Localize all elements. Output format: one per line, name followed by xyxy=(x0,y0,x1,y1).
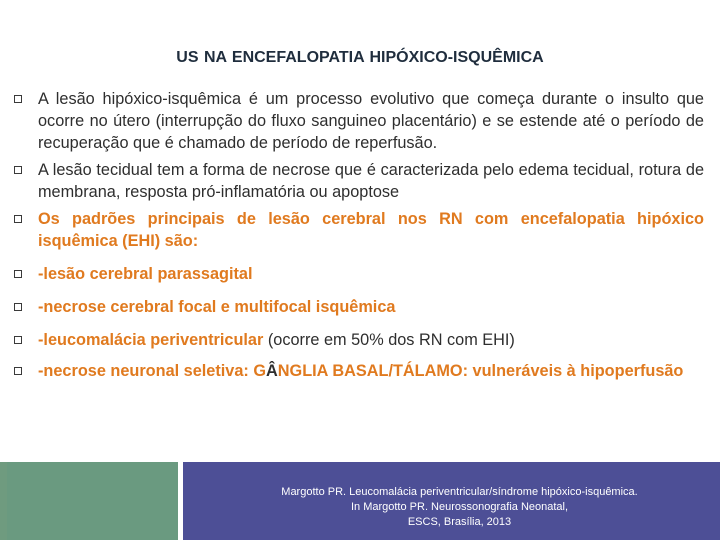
bullet-text: Os padrões principais de lesão cerebral nos RN com encefalopatia hipóxico isquêmica (EHI) são: xyxy=(38,210,704,250)
bullet-item xyxy=(14,360,704,382)
square-bullet-icon xyxy=(14,95,22,103)
bullet-text: A lesão hipóxico-isquêmica é um processo evolutivo que começa durante o insulto que ocorre no útero (interrupção do fluxo sanguineo placentário) e se estende até o período de recuperação que é chamado de período de reperfusão. xyxy=(38,90,704,152)
square-bullet-icon xyxy=(14,215,22,223)
bullet-text-emphasis: -leucomalácia periventricular xyxy=(38,331,264,349)
bullet-text-part: : vulneráveis à hipoperfusão xyxy=(462,362,684,380)
footer-citation xyxy=(183,485,720,530)
bullet-item xyxy=(14,329,704,351)
square-bullet-icon xyxy=(14,303,22,311)
bullet-text: A lesão tecidual tem a forma de necrose que é caracterizada pelo edema tecidual, rotura de membrana, resposta pró-inflamatória ou apoptose xyxy=(38,161,704,201)
footer-teal-block xyxy=(7,462,178,540)
bullet-text: -lesão cerebral parassagital xyxy=(38,265,253,283)
footer-accent-strip xyxy=(0,462,7,540)
square-bullet-icon xyxy=(14,270,22,278)
bullet-item xyxy=(14,263,704,285)
bullet-item xyxy=(14,296,704,318)
bullet-item xyxy=(14,208,704,252)
square-bullet-icon xyxy=(14,166,22,174)
bullet-text xyxy=(38,360,704,382)
bullet-text xyxy=(38,329,704,351)
bullet-item xyxy=(14,88,704,154)
bullet-text-part: NGLIA BASAL/TÁLAMO xyxy=(277,362,463,380)
square-bullet-icon xyxy=(14,336,22,344)
citation-line: In Margotto PR. Neurossonografia Neonatal, xyxy=(350,501,569,513)
square-bullet-icon xyxy=(14,367,22,375)
bullet-item xyxy=(14,159,704,203)
bullet-text-part: Â xyxy=(266,362,278,380)
bullet-text: -necrose cerebral focal e multifocal isquêmica xyxy=(38,298,396,316)
bullet-text-plain: (ocorre em 50% dos RN com EHI) xyxy=(263,331,515,349)
slide-title: US NA ENCEFALOPATIA HIPÓXICO-ISQUÊMICA xyxy=(176,49,544,66)
citation-line: ESCS, Brasília, 2013 xyxy=(407,516,512,528)
citation-line: Margotto PR. Leucomalácia periventricular/síndrome hipóxico-isquêmica. xyxy=(281,486,638,498)
bullet-text-part: -necrose neuronal seletiva: G xyxy=(38,362,267,380)
bullet-list xyxy=(14,88,704,382)
